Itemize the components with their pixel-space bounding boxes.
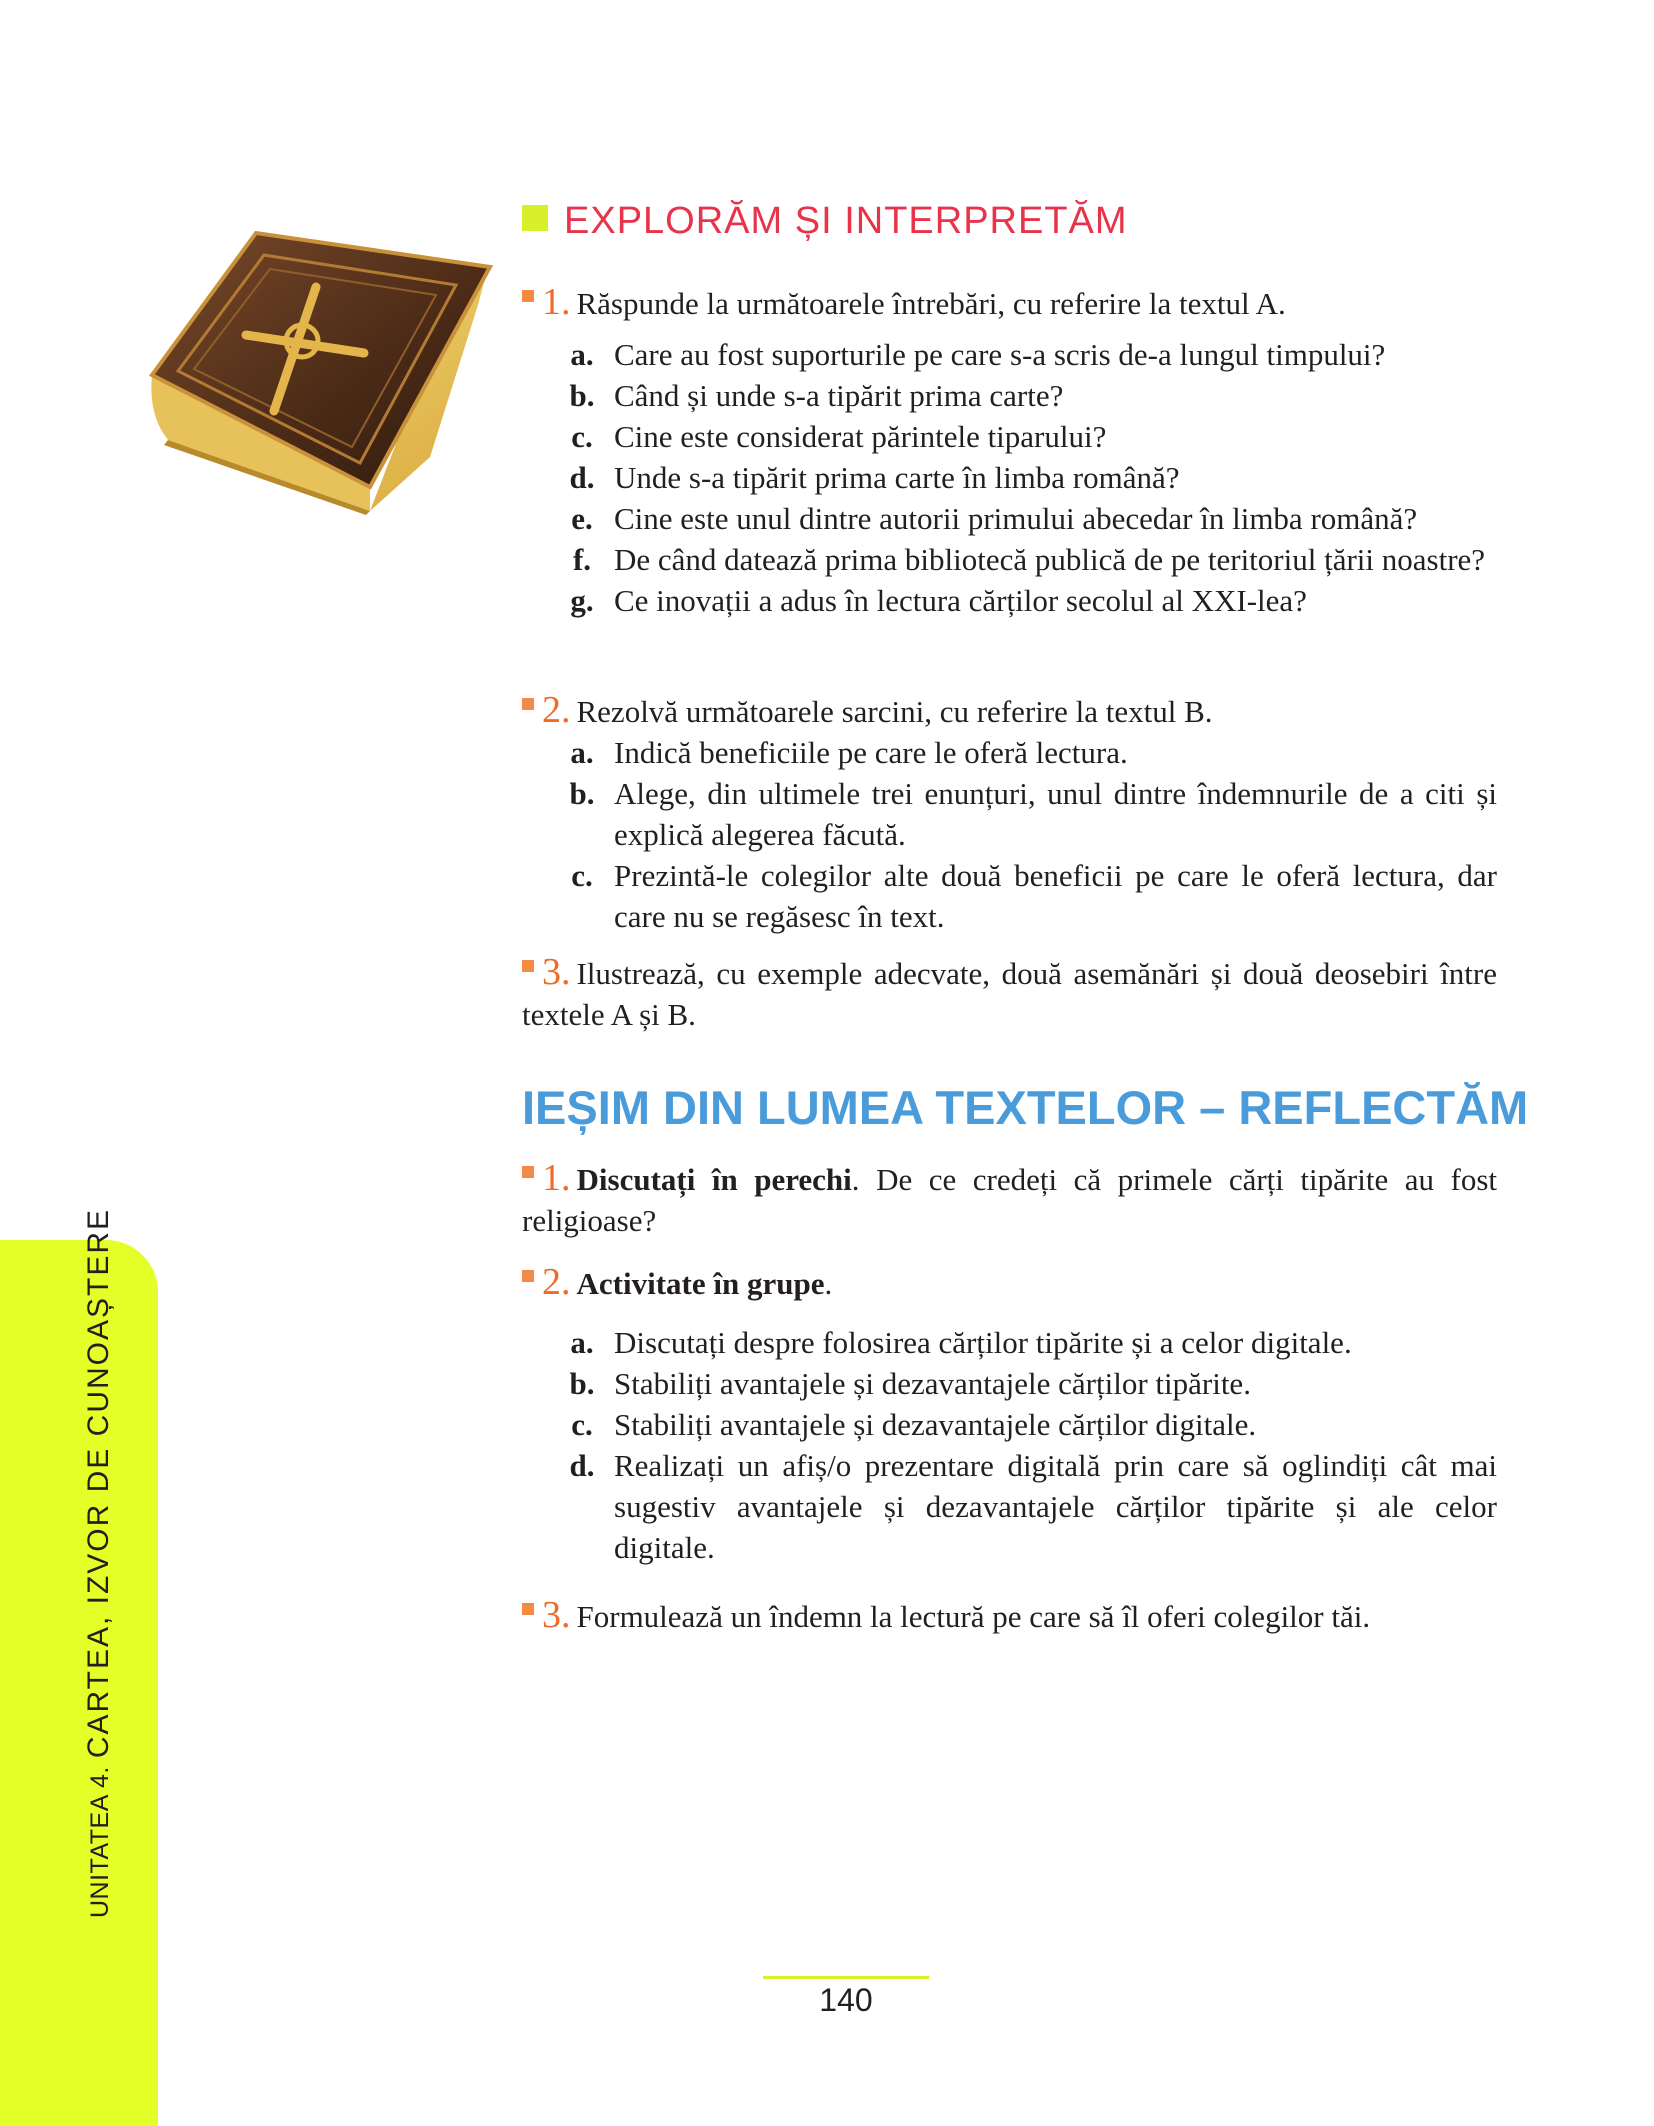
- bullet-square-icon: [522, 1270, 534, 1282]
- task-number: 2.: [542, 689, 571, 731]
- task-text: Rezolvă următoarele sarcini, cu referire la textul B.: [576, 694, 1213, 729]
- list-item: b. Când și unde s-a tipărit prima carte?: [569, 378, 1064, 413]
- task-1-explore: [522, 282, 1497, 621]
- unit-number: UNITATEA 4.: [86, 1766, 114, 1918]
- bullet-square-icon: [522, 290, 534, 302]
- list-item: g. Ce inovații a adus în lectura cărților secolul al XXI-lea?: [570, 583, 1307, 618]
- list-item: c. Cine este considerat părintele tiparului?: [571, 419, 1107, 454]
- task-text: Ilustrează, cu exemple adecvate, două asemănări și două deosebiri între textele A și B.: [522, 956, 1497, 1032]
- task-number: 3.: [542, 1594, 571, 1636]
- unit-sidebar-label: [82, 1208, 116, 1918]
- task-text: . De ce credeți că primele cărți tipărite au fost religioase?: [522, 1162, 1498, 1238]
- task-number: 2.: [542, 1261, 571, 1303]
- list-item: a. Discutați despre folosirea cărților tipărite și a celor digitale.: [570, 1325, 1352, 1360]
- task-number: 1.: [542, 1157, 571, 1199]
- task-number: 1.: [542, 281, 571, 323]
- bullet-square-icon: [522, 1603, 534, 1615]
- list-item: d. Unde s-a tipărit prima carte în limba română?: [569, 460, 1180, 495]
- task-1-reflect: [522, 1158, 1497, 1241]
- bullet-square-icon: [522, 698, 534, 710]
- list-item: f. De când datează prima bibliotecă publică de pe teritoriul țării noastre?: [572, 542, 1486, 577]
- task-bold-text: Activitate în grupe: [576, 1266, 825, 1301]
- page-number: 140: [819, 1982, 873, 2018]
- unit-title: CARTEA, IZVOR DE CUNOAȘTERE: [82, 1207, 115, 1759]
- section-reflect-title: IEȘIM DIN LUMEA TEXTELOR – REFLECTĂM: [522, 1081, 1529, 1134]
- list-item: b. Alege, din ultimele trei enunțuri, unul dintre îndemnurile de a citi și explică alegerea făcută.: [569, 776, 1497, 852]
- list-item: a. Care au fost suporturile pe care s-a scris de-a lungul timpului?: [570, 337, 1386, 372]
- list-item: c. Stabiliți avantajele și dezavantajele cărților digitale.: [571, 1407, 1257, 1442]
- task-text: .: [824, 1266, 833, 1301]
- list-item: e. Cine este unul dintre autorii primului abecedar în limba română?: [571, 501, 1418, 536]
- task-2-explore: [522, 690, 1497, 937]
- task-bold-text: Discutați în perechi: [576, 1162, 852, 1197]
- task-text: Răspunde la următoarele întrebări, cu referire la textul A.: [576, 286, 1286, 321]
- task-3-reflect: [522, 1595, 1497, 1637]
- list-item: d. Realizați un afiș/o prezentare digitală prin care să oglindiți cât mai sugestiv avantajele și dezavantajele cărților tipărite și ale celor digitale.: [569, 1448, 1497, 1565]
- old-book-with-cross-icon: [138, 225, 498, 515]
- task-number: 3.: [542, 951, 571, 993]
- unit-sidebar: [0, 1240, 158, 2126]
- task-text: Formulează un îndemn la lectură pe care să îl oferi colegilor tăi.: [576, 1599, 1371, 1634]
- bullet-square-icon: [522, 960, 534, 972]
- section-marker-icon: [522, 205, 548, 231]
- list-item: a. Indică beneficiile pe care le oferă lectura.: [570, 735, 1128, 770]
- task-2-reflect: [522, 1262, 1497, 1568]
- section-explore-interpret-title: [522, 200, 1128, 243]
- bullet-square-icon: [522, 1166, 534, 1178]
- task-3-explore: [522, 952, 1497, 1035]
- footer-divider: [763, 1976, 929, 1979]
- section-title-text: EXPLORĂM ȘI INTERPRETĂM: [564, 200, 1128, 242]
- list-item: c. Prezintă-le colegilor alte două beneficii pe care le oferă lectura, dar care nu se regăsesc în text.: [571, 858, 1497, 934]
- list-item: b. Stabiliți avantajele și dezavantajele cărților tipărite.: [569, 1366, 1251, 1401]
